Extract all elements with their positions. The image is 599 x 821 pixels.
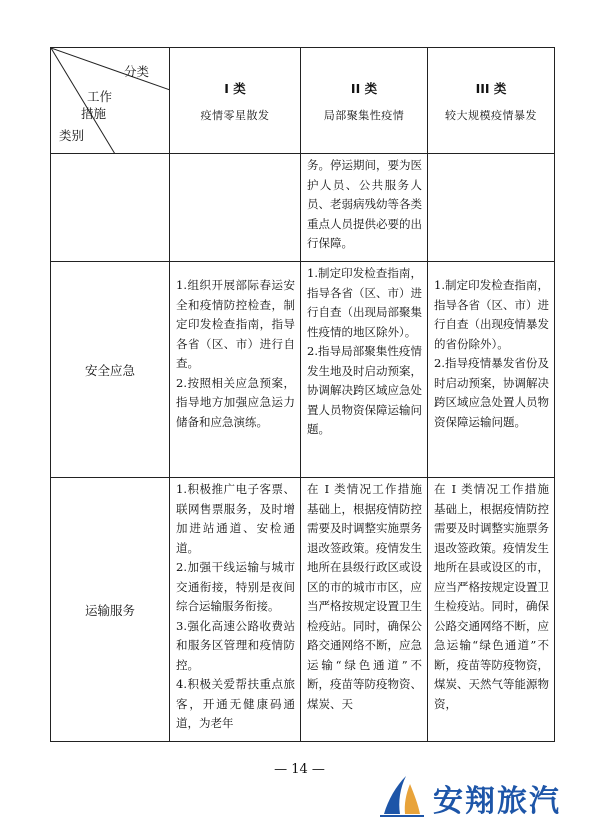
table-cell xyxy=(170,262,301,478)
corner-header-cell xyxy=(51,48,170,154)
corner-label-kind: 类别 xyxy=(59,128,85,143)
column-header-class-1 xyxy=(170,48,301,154)
sail-logo-icon xyxy=(378,774,428,818)
table-cell xyxy=(301,262,428,478)
table-cell xyxy=(428,478,555,742)
column-desc: 局部聚集性疫情 xyxy=(323,108,405,122)
table-row-continuation xyxy=(51,154,555,262)
cell-paragraph: 务。停运期间，要为医护人员、公共服务人员、老弱病残幼等各类重点人员提供必要的出行保障。 xyxy=(307,158,422,250)
table-cell xyxy=(170,154,301,262)
cell-paragraph: 2.按照相关应急预案，指导地方加强应急运力储备和应急演练。 xyxy=(176,375,295,429)
corner-label-category: 分类 xyxy=(124,64,150,79)
cell-paragraph: 2.指导疫情暴发省份及时启动预案，协调解决跨区域应急处置人员物资保障运输问题。 xyxy=(434,356,549,429)
table-header-row xyxy=(51,48,555,154)
cell-paragraph: 1.组织开展部际春运安全和疫情防控检查，制定印发检查指南，指导各省（区、市）进行自查。 xyxy=(176,278,295,370)
cell-paragraph: 2.加强干线运输与城市交通衔接，特别是夜间综合运输服务衔接。 xyxy=(176,560,295,613)
table-row-safety-emergency xyxy=(51,262,555,478)
page-number: — 14 — xyxy=(274,762,325,777)
corner-label-work: 工作 xyxy=(87,89,113,104)
table-cell xyxy=(301,154,428,262)
column-desc: 较大规模疫情暴发 xyxy=(445,108,537,122)
cell-paragraph: 1.制定印发检查指南，指导各省（区、市）进行自查（出现局部聚集性疫情的地区除外）。 xyxy=(307,266,422,339)
cell-paragraph: 1.积极推广电子客票、联网售票服务，及时增加进站通道、安检通道。 xyxy=(176,482,295,555)
cell-paragraph: 4.积极关爱帮扶重点旅客，开通无健康码通道，为老年 xyxy=(176,677,295,730)
measures-table xyxy=(50,47,555,742)
cell-paragraph: 在 I 类情况工作措施基础上，根据疫情防控需要及时调整实施票务退改签政策。疫情发生地所在县级行政区或设区的市的城市市区，应当严格按规定设置卫生检疫站。同时，确保公路交通网络不断，应急运输“绿色通道”不断，疫苗等防疫物资、煤炭、天 xyxy=(307,482,422,711)
table-row-transport-service xyxy=(51,478,555,742)
corner-label-measures: 措施 xyxy=(81,106,107,121)
column-level: III 类 xyxy=(475,80,507,96)
column-level: II 类 xyxy=(350,80,378,96)
brand-name: 安翔旅汽 xyxy=(433,784,561,819)
cell-paragraph: 3.强化高速公路收费站和服务区管理和疫情防控。 xyxy=(176,618,295,672)
row-label: 安全应急 xyxy=(51,262,170,478)
row-label xyxy=(51,154,170,262)
column-header-class-3 xyxy=(428,48,555,154)
column-level: I 类 xyxy=(224,80,246,96)
table-cell xyxy=(170,478,301,742)
column-desc: 疫情零星散发 xyxy=(200,108,270,122)
row-label: 运输服务 xyxy=(51,478,170,742)
cell-paragraph: 2.指导局部聚集性疫情发生地及时启动预案，协调解决跨区域应急处置人员物资保障运输问题。 xyxy=(307,344,422,436)
table-cell xyxy=(428,154,555,262)
column-header-class-2 xyxy=(301,48,428,154)
cell-paragraph: 1.制定印发检查指南，指导各省（区、市）进行自查（出现疫情暴发的省份除外）。 xyxy=(434,278,549,351)
brand-watermark xyxy=(378,772,593,820)
cell-paragraph: 在 I 类情况工作措施基础上，根据疫情防控需要及时调整实施票务退改签政策。疫情发生地所在县或设区的市，应当严格按规定设置卫生检疫站。同时，确保公路交通网络不断，应急运输“绿色通道”不断，疫苗等防疫物资，煤炭、天然气等能源物资， xyxy=(434,482,549,711)
table-cell xyxy=(301,478,428,742)
table-cell xyxy=(428,262,555,478)
